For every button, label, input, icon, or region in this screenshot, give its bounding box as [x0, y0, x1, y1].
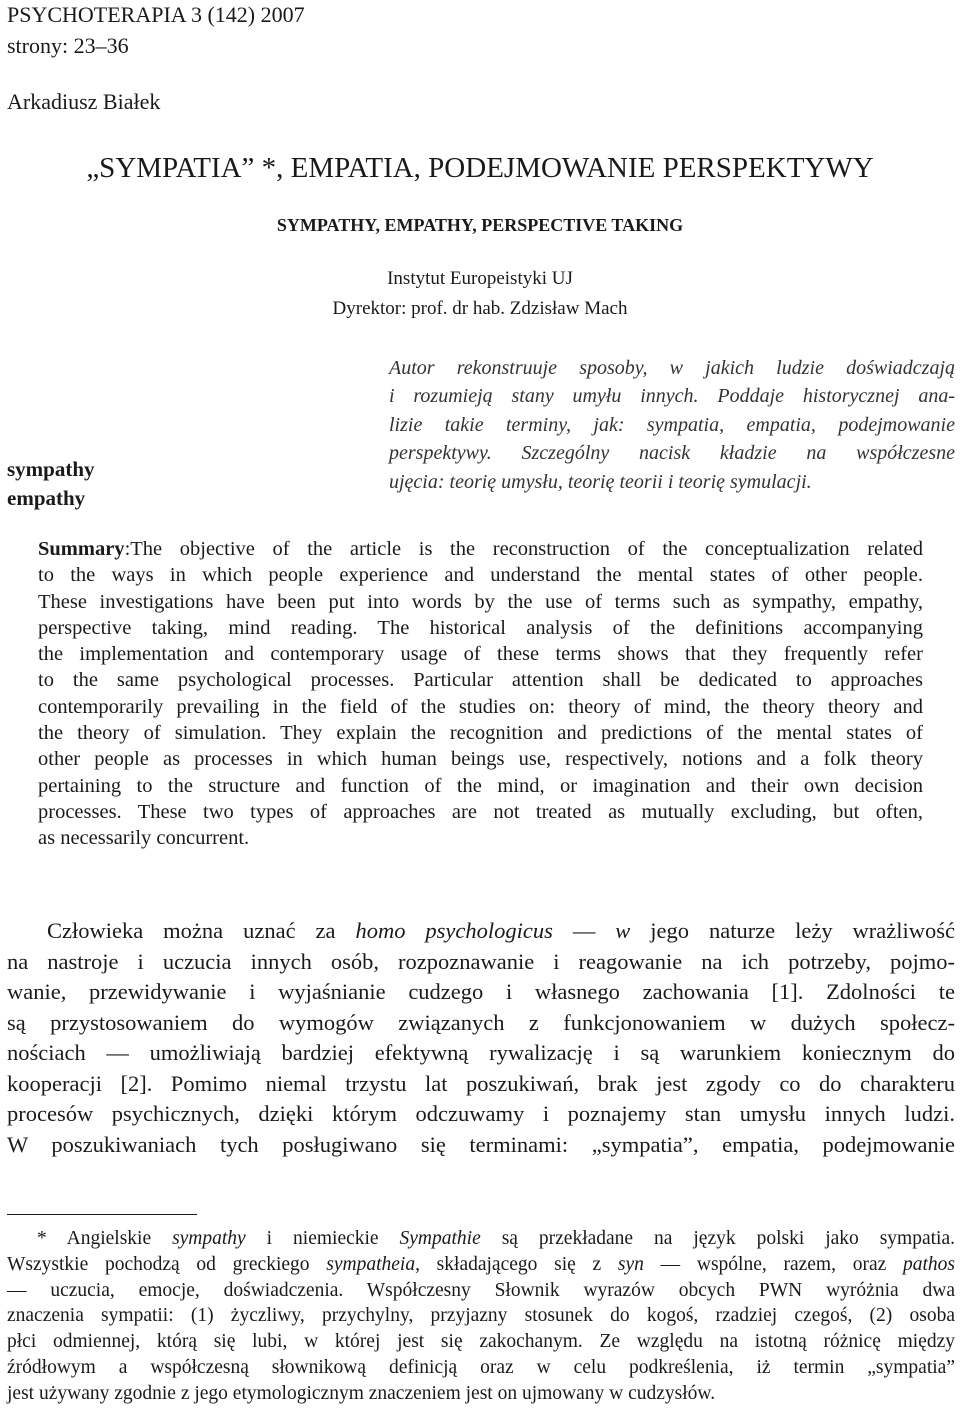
abstract-line: ujęcia: teorię umysłu, teorię teorii i teorię symulacji.	[389, 470, 812, 493]
footnote-line: jest używany zgodnie z jego etymologicznym znaczeniem jest on ujmowany w cudzysłów.	[7, 1382, 716, 1404]
body-line: kooperacji [2]. Pomimo niemal trzystu lat poszukiwań, brak jest zgody co do charakteru	[7, 1070, 955, 1096]
footnote-italic: Sympathie	[399, 1228, 481, 1249]
summary-line: other people as processes in which human beings use, respectively, notions and a folk theory	[38, 748, 923, 771]
institution-name: Instytut Europeistyki UJ	[387, 268, 573, 289]
footnote-run: , składającego się z	[415, 1253, 618, 1275]
summary-line: These investigations have been put into words by the use of terms such as sympathy, empathy,	[38, 590, 923, 613]
body-line	[7, 916, 955, 947]
page-range: strony: 23–36	[7, 33, 129, 58]
footnote-italic: pathos	[902, 1253, 955, 1275]
summary-line: as necessarily concurrent.	[38, 827, 250, 850]
keywords	[7, 455, 95, 513]
summary-label: Summary	[38, 538, 125, 560]
article-subtitle: SYMPATHY, EMPATHY, PERSPECTIVE TAKING	[276, 215, 684, 235]
summary-line: processes. These two types of approaches are not treated as mutually excluding, but often,	[38, 800, 923, 823]
summary-line: perspective taking, mind reading. The historical analysis of the definitions accompanying	[38, 616, 923, 639]
body-line: na nastroje i uczucia innych osób, rozpoznawanie i reagowanie na ich potrzeby, pojmo-	[7, 948, 955, 974]
footnote-italic: sympathy	[172, 1228, 246, 1249]
keyword: sympathy	[7, 457, 95, 481]
summary-line: the implementation and contemporary usage of these terms shows that they frequently refer	[38, 643, 923, 666]
footnote-italic: sympatheia	[326, 1253, 416, 1275]
summary-line: pertaining to the structure and function of the mind, or imagination and their own decision	[38, 774, 923, 797]
author-name: Arkadiusz Białek	[7, 89, 161, 114]
body-line: nościach — umożliwiają bardziej efektywną rywalizację i są warunkiem koniecznym do	[7, 1040, 955, 1065]
footnote-line: płci odmiennej, którą się lubi, w której jest się zakochanym. Ze względu na istotną różnicę między	[7, 1331, 955, 1353]
body-text-run: Człowieka można uznać za	[47, 918, 356, 943]
footnote-line: znaczenia sympatii: (1) życzliwy, przychylny, przyjazny stosunek do kogoś, rzadziej czegoś, (2) osoba	[7, 1305, 955, 1327]
footnote-run: — wspólne, razem, oraz	[643, 1253, 903, 1275]
body-italic: homo psychologicus	[355, 918, 553, 943]
body-italic: w	[615, 918, 631, 943]
footnote-run: i niemieckie	[245, 1228, 400, 1249]
keyword: empathy	[7, 486, 86, 510]
footnote-italic: syn	[617, 1253, 644, 1275]
affiliation	[0, 264, 960, 324]
footnote	[7, 1226, 955, 1407]
body-line: wanie, przewidywanie i wyjaśnianie cudzego i własnego zachowania [1]. Zdolności te	[7, 979, 955, 1004]
footnote-run: są przekładane na język polski jako sympatia.	[480, 1228, 955, 1249]
abstract-line: i rozumieją stany umyłu innych. Poddaje historycznej ana-	[389, 385, 955, 408]
abstract-line: Autor rekonstruuje sposoby, w jakich ludzie doświadczają	[389, 357, 955, 379]
summary-line: contemporarily prevailing in the field of the studies on: theory of mind, the theory theory and	[38, 695, 923, 718]
summary-line	[38, 536, 923, 562]
body-text-run: —	[552, 918, 616, 943]
body-line: procesów psychicznych, dzięki którym odczuwamy i poznajemy stan umysłu innych ludzi.	[7, 1101, 955, 1126]
summary	[38, 536, 923, 852]
abstract-line: perspektywy. Szczególny nacisk kładzie na współczesne	[389, 442, 955, 465]
footnote-run: Wszystkie pochodzą od greckiego	[7, 1253, 327, 1275]
journal-header: PSYCHOTERAPIA 3 (142) 2007	[7, 2, 305, 27]
footnote-line: — uczucia, emocje, doświadczenia. Współczesny Słownik wyrazów obcych PWN wyróżnia dwa	[7, 1279, 955, 1301]
footnote-line: źródłowym a współczesną słownikową definicją oraz w celu podkreślenia, iż termin „sympatia”	[7, 1356, 955, 1378]
article-title: „SYMPATIA” *, EMPATIA, PODEJMOWANIE PERSPEKTYWY	[86, 152, 874, 184]
footnote-line	[7, 1252, 955, 1278]
abstract	[389, 354, 955, 496]
body-line: są przystosowaniem do wymogów związanych z funkcjonowaniem w dużych społecz-	[7, 1009, 955, 1035]
footnote-line	[7, 1226, 955, 1252]
footnote-run: * Angielskie	[37, 1228, 173, 1249]
summary-line: to the same psychological processes. Particular attention shall be dedicated to approaches	[38, 669, 923, 692]
summary-first-line: :The objective of the article is the reconstruction of the conceptualization related	[124, 538, 923, 560]
body-text-run: jego naturze leży wrażliwość	[630, 918, 955, 943]
footnote-divider	[7, 1214, 197, 1215]
body-line: W poszukiwaniach tych posługiwano się terminami: „sympatia”, empatia, podejmowanie	[7, 1131, 955, 1157]
summary-line: the theory of simulation. They explain the recognition and predictions of the mental states of	[38, 722, 923, 745]
institution-director: Dyrektor: prof. dr hab. Zdzisław Mach	[332, 298, 628, 319]
summary-line: to the ways in which people experience and understand the mental states of other people.	[38, 564, 923, 587]
body-text	[7, 916, 955, 1160]
abstract-line: lizie takie terminy, jak: sympatia, empatia, podejmowanie	[389, 413, 955, 436]
